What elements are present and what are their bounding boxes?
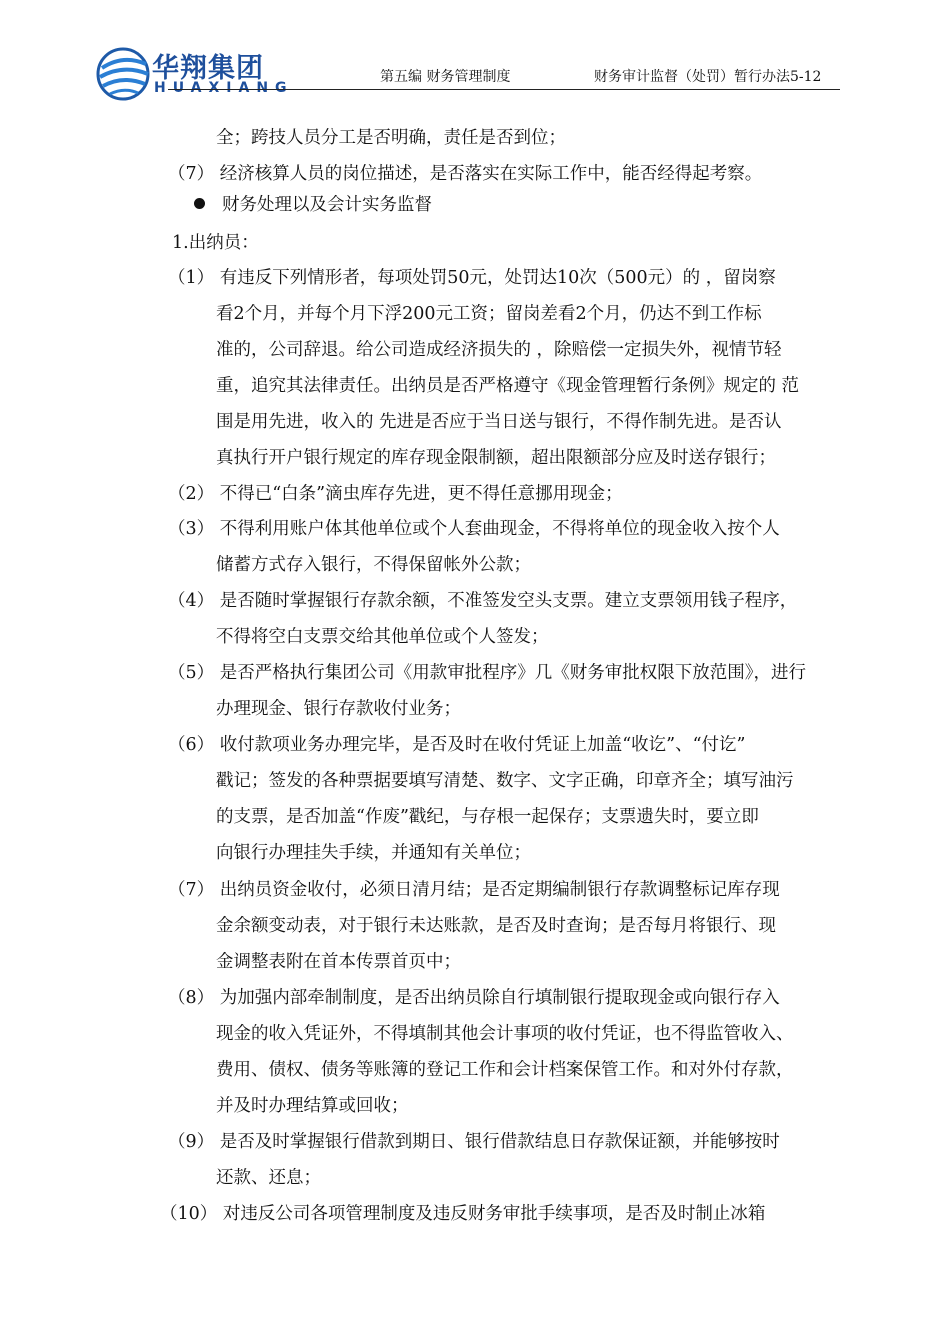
text-line: 全；跨技人员分工是否明确，责任是否到位； (216, 128, 566, 148)
text-line: 向银行办理挂失手续，并通知有关单位； (216, 843, 531, 863)
text-line: （8） 为加强内部牵制制度，是否出纳员除自行填制银行提取现金或向银行存入 (168, 988, 780, 1008)
text-line: 围是用先进，收入的 先进是否应于当日送与银行，不得作制先进。是否认 (216, 412, 782, 432)
text-line: 还款、还息； (216, 1168, 321, 1188)
text-line: 并及时办理结算或回收； (216, 1096, 409, 1116)
text-line: （9） 是否及时掌握银行借款到期日、银行借款结息日存款保证额，并能够按时 (168, 1132, 780, 1152)
logo-text-en: HUAXIANG (154, 80, 294, 96)
globe-icon (96, 44, 150, 102)
text-line: （1） 有违反下列情形者，每项处罚50元，处罚达10次（500元）的 ，留岗察 (168, 268, 776, 288)
text-line: 真执行开户银行规定的库存现金限制额，超出限额部分应及时送存银行； (216, 448, 776, 468)
logo-text-cn: 华翔集团 (152, 53, 264, 84)
text-line: （6） 收付款项业务办理完毕，是否及时在收付凭证上加盖“收讫”、“付讫” (168, 735, 746, 755)
text-line: 的支票，是否加盖“作废”戳纪，与存根一起保存；支票遗失时，要立即 (216, 807, 759, 827)
text-line: 准的，公司辞退。给公司造成经济损失的 ，除赔偿一定损失外，视情节轻 (216, 340, 782, 360)
text-line: （4） 是否随时掌握银行存款余额，不准签发空头支票。建立支票领用钱子程序， (168, 591, 798, 611)
text-line: （2） 不得已“白条”滴虫库存先进，更不得任意挪用现金； (168, 484, 623, 504)
text-line: 费用、债权、债务等账簿的登记工作和会计档案保管工作。和对外付存款， (216, 1060, 794, 1080)
text-line: 重，追究其法律责任。出纳员是否严格遵守《现金管理暂行条例》规定的 范 (216, 376, 800, 396)
text-line: 不得将空白支票交给其他单位或个人签发； (216, 627, 549, 647)
text-line: 金调整表附在首本传票首页中； (216, 952, 461, 972)
text-line: 戳记；签发的各种票据要填写清楚、数字、文字正确，印章齐全；填写油污 (216, 771, 794, 791)
bullet-icon (194, 198, 205, 209)
header-section: 第五编 财务管理制度 (380, 69, 511, 85)
text-line: 现金的收入凭证外，不得填制其他会计事项的收付凭证，也不得监管收入、 (216, 1024, 794, 1044)
text-line: 看2个月，并每个月下浮200元工资；留岗差看2个月，仍达不到工作标 (216, 304, 762, 324)
text-line: 金余额变动表，对于银行未达账款，是否及时查询；是否每月将银行、现 (216, 916, 776, 936)
section-heading: 财务处理以及会计实务监督 (222, 195, 432, 215)
company-logo (96, 42, 294, 104)
text-line: （10） 对违反公司各项管理制度及违反财务审批手续事项，是否及时制止冰箱 (160, 1204, 766, 1224)
text-line: （7） 经济核算人员的岗位描述，是否落实在实际工作中，能否经得起考察。 (168, 164, 763, 184)
header-doc-title: 财务审计监督（处罚）暂行办法5-12 (594, 69, 822, 85)
text-line: （7） 出纳员资金收付，必须日清月结；是否定期编制银行存款调整标记库存现 (168, 880, 780, 900)
text-line: 办理现金、银行存款收付业务； (216, 699, 461, 719)
text-line: （3） 不得利用账户体其他单位或个人套曲现金，不得将单位的现金收入按个人 (168, 519, 780, 539)
subsection-heading: 1.出纳员： (172, 233, 259, 253)
header-divider (168, 89, 840, 90)
text-line: （5） 是否严格执行集团公司《用款审批程序》几《财务审批权限下放范围》，进行 (168, 663, 806, 683)
text-line: 储蓄方式存入银行，不得保留帐外公款； (216, 555, 531, 575)
